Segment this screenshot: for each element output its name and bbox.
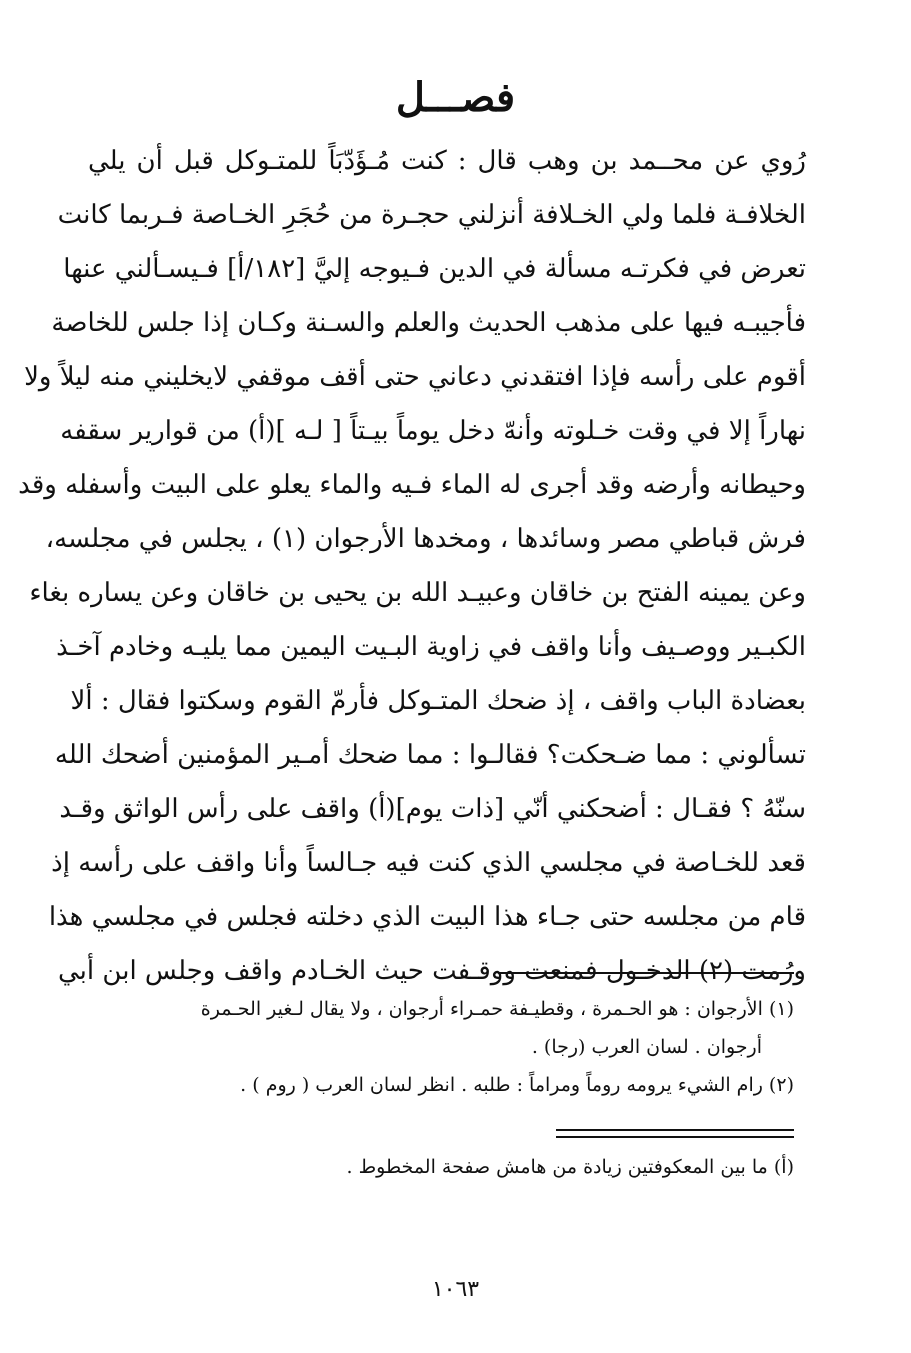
text-line: بعضادة الباب واقف ، إذ ضحك المتـوكل فأرمّ القوم وسكتوا فقال : ألا (70, 686, 806, 716)
editor-note-separator (556, 1129, 794, 1138)
text-line: قام من مجلسه حتى جـاء هذا البيت الذي دخلته فجلس في مجلسي هذا (48, 902, 806, 932)
page-number: ١٠٦٣ (431, 1277, 480, 1302)
text-line: الكبـير ووصـيف وأنا واقف في زاوية البـيت اليمين مما يليـه وخادم آخـذ (56, 632, 806, 662)
footnotes (88, 990, 794, 1104)
text-line: سنّهُ ؟ فقـال : أضحكني أنّي [ذات يوم](أ) واقف على رأس الواثق وقـد (59, 794, 806, 824)
section-title: فصـــل (395, 74, 516, 121)
footnote-1: (١) الأرجوان : هو الحـمرة ، وقطيـفة حمـراء أرجوان ، ولا يقال لـغير الحـمرة (200, 998, 794, 1020)
text-line: فرش قباطي مصر وسائدها ، ومخدها الأرجوان (١) ، يجلس في مجلسه، (45, 524, 806, 554)
text-line: رُوي عن محــمد بن وهب قال : كنت مُـؤَدّبَاً للمتـوكل قبل أن يلي (88, 146, 806, 176)
text-line: وعن يمينه الفتح بن خاقان وعبيـد الله بن يحيى بن خاقان وعن يساره بغاء (29, 578, 806, 608)
editor-note: (أ) ما بين المعكوفتين زيادة من هامش صفحة المخطوط . (346, 1156, 794, 1178)
text-line: ورُمت (٢) الدخـول فمنعت ووقـفت حيث الخـادم واقف وجلس ابن أبي (58, 956, 806, 986)
footnote-2: (٢) رام الشيء يرومه روماً ومراماً : طلبه . انظر لسان العرب ( روم ) . (240, 1074, 794, 1096)
text-line: تعرض في فكرتـه مسألة في الدين فـيوجه إليَّ [١٨٢/أ] فـيسـألني عنها (63, 254, 806, 284)
footnote-separator (498, 972, 794, 974)
text-line: قعد للخـاصة في مجلسي الذي كنت فيه جـالساً وأنا واقف على رأسه إذ (51, 848, 806, 878)
text-line: نهاراً إلا في وقت خـلوته وأنهّ دخل يوماً بيـتاً [ لـه ](أ) من قوارير سقفه (60, 416, 806, 446)
text-line: الخلافـة فلما ولي الخـلافة أنزلني حجـرة من حُجَرِ الخـاصة فـربما كانت (57, 200, 806, 230)
text-line: وحيطانه وأرضه وقد أجرى له الماء فـيه والماء يعلو على البيت وأسفله وقد (18, 470, 806, 500)
text-line: تسألوني : مما ضـحكت؟ فقالـوا : مما ضحك أمـير المؤمنين أضحك الله (54, 740, 806, 770)
text-line: فأجيبـه فيها على مذهب الحديث والعلم والسـنة وكـان إذا جلس للخاصة (51, 308, 806, 338)
main-text (18, 134, 806, 998)
footnote-1-continuation: أرجوان . لسان العرب (رجا) . (531, 1036, 762, 1058)
text-line: أقوم على رأسه فإذا افتقدني دعاني حتى أقف موقفي لايخليني منه ليلاً ولا (24, 362, 806, 392)
